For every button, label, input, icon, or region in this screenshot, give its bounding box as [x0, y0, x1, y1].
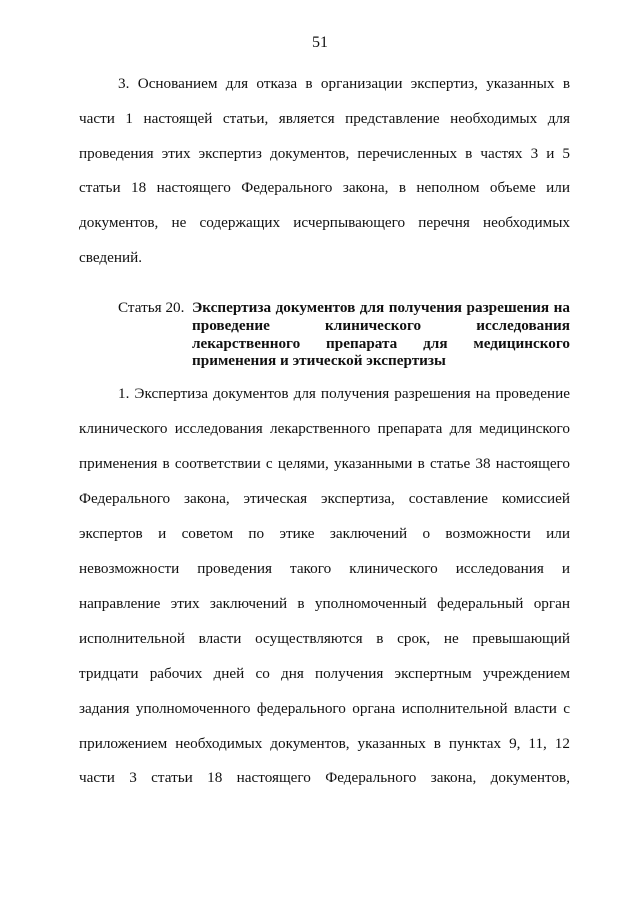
page-number: 51: [312, 34, 328, 51]
text-line: применения в соответствии с целями, указанными в статье 38 настоящего: [79, 455, 570, 472]
text-line: проведения этих экспертиз документов, перечисленных в частях 3 и 5: [79, 145, 570, 162]
text-line: направление этих заключений в уполномоченный федеральный орган: [79, 595, 570, 612]
text-line: части 1 настоящей статьи, является представление необходимых для: [79, 110, 570, 127]
text-line: документов, не содержащих исчерпывающего перечня необходимых: [79, 214, 570, 231]
article-title-line: Экспертиза документов для получения разрешения на: [192, 299, 570, 316]
text-line: части 3 статьи 18 настоящего Федерального закона, документов,: [79, 769, 570, 786]
text-line: исполнительной власти осуществляются в срок, не превышающий: [79, 630, 570, 647]
text-line: 3. Основанием для отказа в организации экспертиз, указанных в: [118, 75, 570, 92]
article-title-line: проведение клинического исследования: [192, 317, 570, 334]
text-line: тридцати рабочих дней со дня получения экспертным учреждением: [79, 665, 570, 682]
text-line: клинического исследования лекарственного препарата для медицинского: [79, 420, 570, 437]
text-line: сведений.: [79, 249, 143, 266]
text-line: 1. Экспертиза документов для получения разрешения на проведение: [118, 385, 570, 402]
text-line: невозможности проведения такого клинического исследования и: [79, 560, 570, 577]
article-label: Статья 20.: [118, 299, 185, 316]
article-title-line: лекарственного препарата для медицинского: [192, 335, 570, 352]
text-line: задания уполномоченного федерального органа исполнительной власти с: [79, 700, 570, 717]
text-line: статьи 18 настоящего Федерального закона, в неполном объеме или: [79, 179, 570, 196]
article-title-line: применения и этической экспертизы: [192, 352, 446, 369]
text-line: приложением необходимых документов, указанных в пунктах 9, 11, 12: [79, 735, 570, 752]
text-line: экспертов и советом по этике заключений о возможности или: [79, 525, 570, 542]
text-line: Федерального закона, этическая экспертиза, составление комиссией: [79, 490, 570, 507]
